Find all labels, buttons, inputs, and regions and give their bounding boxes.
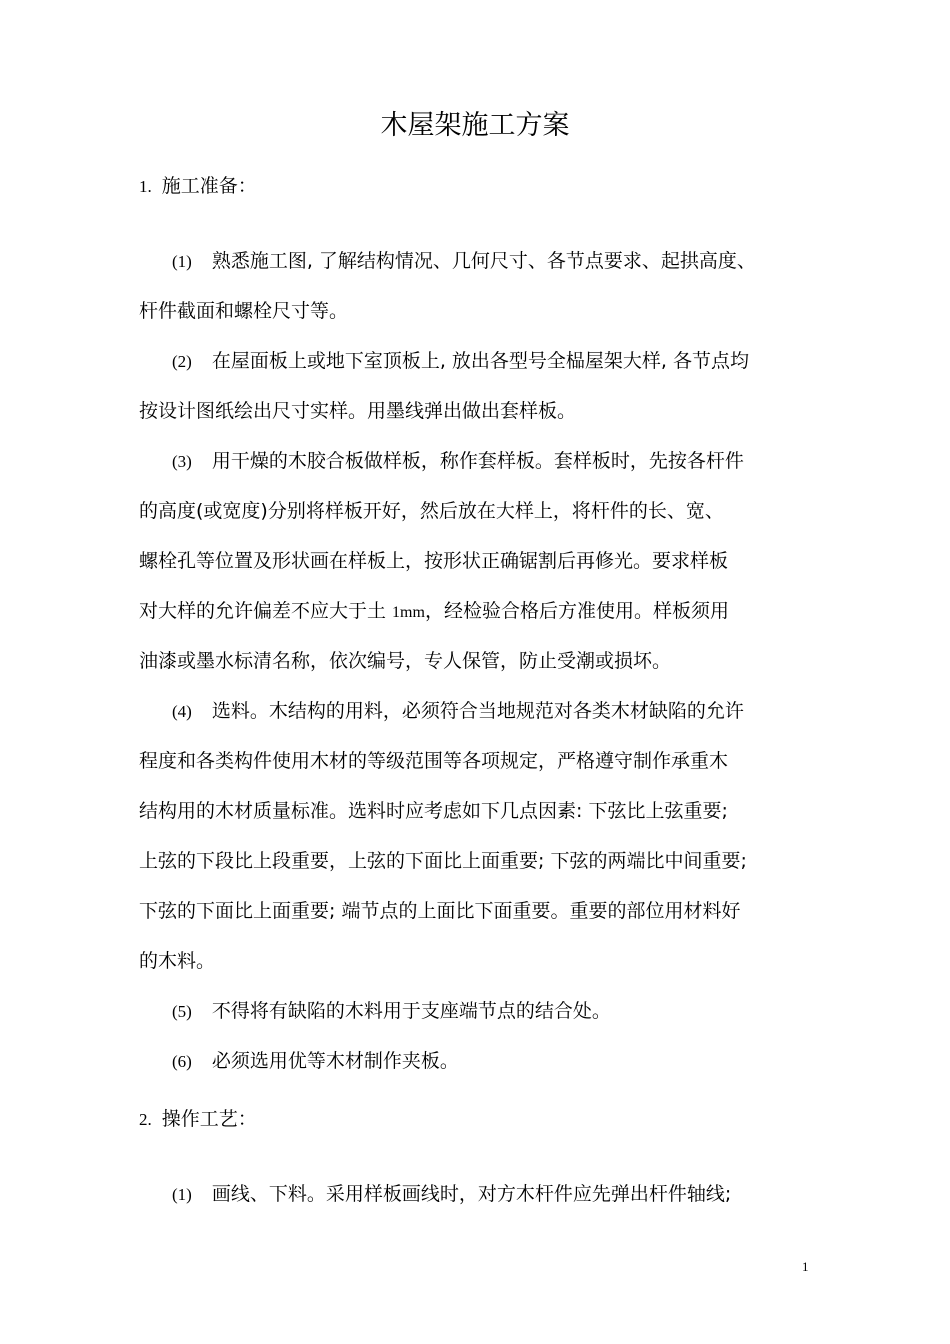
- item-2-line-1: [172, 347, 862, 376]
- item-text: 必须选用优等木材制作夹板。: [211, 1050, 459, 1072]
- item-5-line-1: [172, 997, 862, 1026]
- item-text: 熟悉施工图, 了解结构情况、几何尺寸、各节点要求、起拱高度、: [211, 250, 756, 272]
- item-3-line-1: [172, 447, 862, 476]
- item-4-line-2: 程度和各类构件使用木材的等级范围等各项规定，严格遵守制作承重木: [139, 750, 729, 772]
- document-title: 木屋架施工方案: [380, 110, 570, 141]
- item-6-line-1: [172, 1047, 862, 1076]
- item-3-line-4: [139, 597, 829, 627]
- section-heading-1: [139, 172, 829, 201]
- item-4-line-6: 的木料。: [139, 950, 216, 972]
- item-text: 选料。木结构的用料，必须符合当地规范对各类木材缺陷的允许: [211, 700, 744, 722]
- item-1-line-1: [172, 247, 862, 276]
- page-number: 1: [802, 1259, 809, 1274]
- item-1-line-2: 杆件截面和螺栓尺寸等。: [139, 300, 349, 322]
- section-number: 1.: [139, 177, 152, 196]
- item-3-line-3: 螺栓孔等位置及形状画在样板上，按形状正确锯割后再修光。要求样板: [139, 550, 729, 572]
- item-4-line-4: 上弦的下段比上段重要，上弦的下面比上面重要; 下弦的两端比中间重要;: [139, 850, 747, 872]
- tolerance-value: 1mm: [392, 604, 425, 621]
- item-4-line-1: [172, 697, 862, 726]
- item-text: 画线、下料。采用样板画线时，对方木杆件应先弹出杆件轴线;: [211, 1183, 732, 1205]
- item-number: (1): [172, 1185, 192, 1204]
- section-heading-text: 施工准备：: [161, 175, 257, 197]
- item-number: (4): [172, 702, 192, 721]
- section-number: 2.: [139, 1110, 152, 1129]
- item-text: 在屋面板上或地下室顶板上, 放出各型号全榀屋架大样, 各节点均: [211, 350, 749, 372]
- item-4-line-5: 下弦的下面比上面重要; 端节点的上面比下面重要。重要的部位用材料好: [139, 900, 741, 922]
- item-text: ，经检验合格后方准使用。样板须用: [424, 600, 729, 622]
- item-2-line-2: 按设计图纸绘出尺寸实样。用墨线弹出做出套样板。: [139, 400, 577, 422]
- item-text: 不得将有缺陷的木料用于支座端节点的结合处。: [211, 1000, 611, 1022]
- item-number: (1): [172, 252, 192, 271]
- operation-item-1-line-1: [172, 1180, 862, 1209]
- item-number: (5): [172, 1002, 192, 1021]
- section-heading-text: 操作工艺：: [161, 1108, 257, 1130]
- item-4-line-3: 结构用的木材质量标准。选料时应考虑如下几点因素: 下弦比上弦重要;: [139, 800, 728, 822]
- item-text: 用干燥的木胶合板做样板，称作套样板。套样板时，先按各杆件: [211, 450, 744, 472]
- item-number: (3): [172, 452, 192, 471]
- item-number: (6): [172, 1052, 192, 1071]
- item-text: 对大样的允许偏差不应大于土: [139, 600, 393, 622]
- item-3-line-5: 油漆或墨水标清名称，依次编号，专人保管，防止受潮或损坏。: [139, 650, 672, 672]
- item-number: (2): [172, 352, 192, 371]
- item-3-line-2: 的高度(或宽度)分别将样板开好，然后放在大样上，将杆件的长、宽、: [139, 500, 724, 522]
- section-heading-2: [139, 1105, 829, 1134]
